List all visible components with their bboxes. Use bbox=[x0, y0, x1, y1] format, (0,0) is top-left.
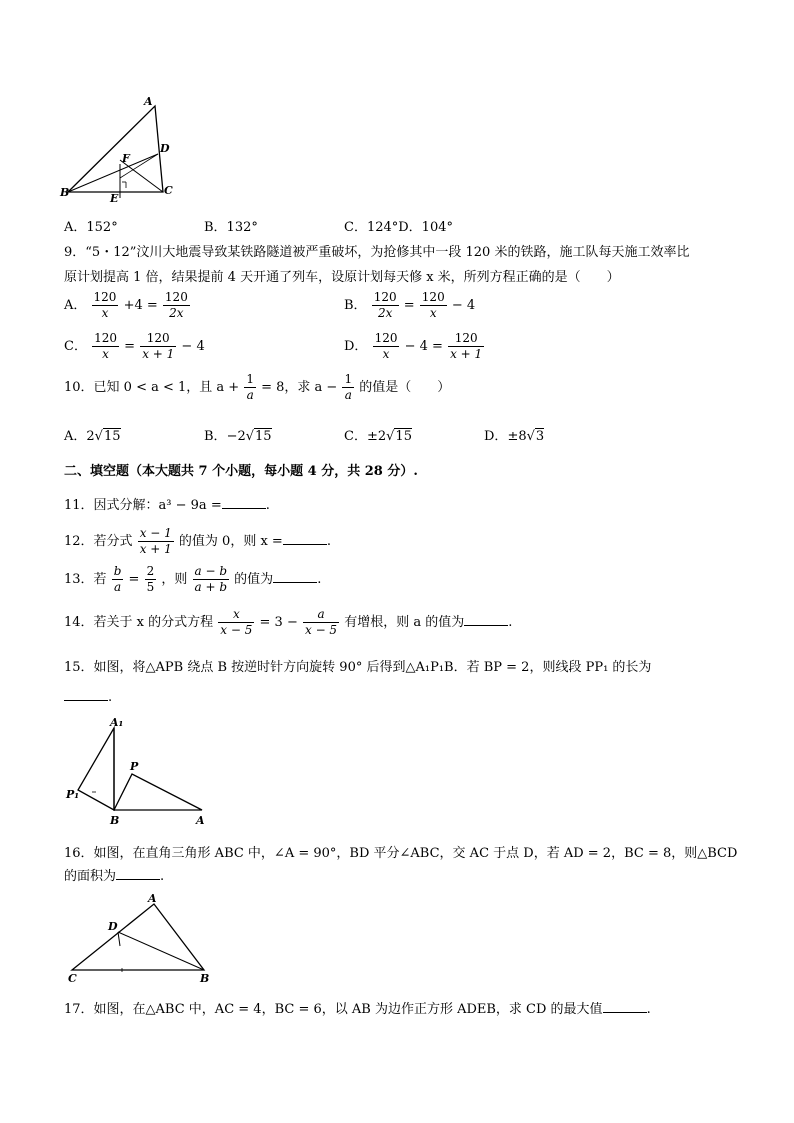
q10-option-b: B．−2√15 bbox=[204, 429, 272, 444]
fraction: $\frac{a - b}{a + b}$ bbox=[194, 564, 228, 594]
q8-label-d: D bbox=[160, 142, 170, 155]
q8-label-b: B bbox=[60, 186, 70, 199]
q9-line1: 9．“5・12”汶川大地震导致某铁路隧道被严重破坏，为抢修其中一段 120 米的铁路，施工队每天施工效率比 bbox=[64, 245, 690, 260]
q8-label-a: A bbox=[144, 95, 153, 108]
fraction: $\frac{a}{x - 5}$ bbox=[304, 607, 338, 637]
fraction: $\frac{120}{2x}$ bbox=[373, 290, 397, 320]
q10-option-a: A．2√15 bbox=[64, 429, 121, 444]
q8-label-c: C bbox=[164, 184, 173, 197]
q8-figure bbox=[58, 92, 188, 204]
answer-blank bbox=[222, 498, 266, 509]
fraction: $\frac{120}{x}$ bbox=[374, 331, 398, 361]
fraction: $\frac{1}{a}$ bbox=[344, 372, 353, 402]
q15-label-p: P bbox=[130, 760, 139, 773]
fraction: $\frac{x - 1}{x + 1}$ bbox=[139, 526, 172, 556]
q8-label-f: F bbox=[122, 152, 130, 165]
q17: 17．如图，在△ABC 中，AC = 4，BC = 6，以 AB 为边作正方形 ADEB，求 CD 的最大值 . bbox=[64, 1002, 651, 1017]
answer-blank bbox=[283, 534, 327, 545]
q9-option-d: D． $\frac{120}{x}$ − 4 = $\frac{120}{x + 1}$ bbox=[344, 331, 483, 361]
q16-figure bbox=[62, 890, 222, 986]
fraction: $\frac{120}{x + 1}$ bbox=[450, 331, 483, 361]
q15-label-a: A bbox=[196, 814, 205, 827]
fraction: $\frac{120}{x}$ bbox=[94, 331, 117, 361]
answer-blank bbox=[464, 615, 508, 626]
answer-blank bbox=[64, 690, 108, 701]
q9-option-c: C． $\frac{120}{x}$ = $\frac{120}{x + 1}$ − 4 bbox=[64, 331, 205, 361]
q16-label-d: D bbox=[108, 920, 118, 933]
answer-blank bbox=[273, 572, 317, 583]
q15-label-p1: P₁ bbox=[66, 788, 80, 801]
q8-option-b: B．132° bbox=[204, 220, 258, 235]
q9-option-b: B． $\frac{120}{2x}$ = $\frac{120}{x}$ − 4 bbox=[344, 290, 476, 320]
q11: 11．因式分解：a³ − 9a = . bbox=[64, 498, 270, 513]
section-2-heading: 二、填空题（本大题共 7 个小题，每小题 4 分，共 28 分）. bbox=[64, 464, 418, 479]
q16-label-c: C bbox=[68, 972, 77, 985]
q10-option-c: C．±2√15 bbox=[344, 429, 412, 444]
answer-blank bbox=[116, 869, 160, 880]
q12: 12．若分式 $\frac{x - 1}{x + 1}$ 的值为 0，则 x = . bbox=[64, 526, 331, 556]
fraction: $\frac{120}{x}$ bbox=[93, 290, 117, 320]
fraction: $\frac{1}{a}$ bbox=[246, 372, 254, 402]
q16-line1: 16．如图，在直角三角形 ABC 中，∠A = 90°，BD 平分∠ABC，交 AC 于点 D，若 AD = 2，BC = 8，则△BCD bbox=[64, 846, 738, 861]
q8-label-e: E bbox=[110, 192, 119, 204]
q10-option-d: D．±8√3 bbox=[484, 429, 545, 444]
fraction: $\frac{120}{x + 1}$ bbox=[142, 331, 175, 361]
answer-blank bbox=[603, 1002, 647, 1013]
fraction: $\frac{2}{5}$ bbox=[146, 564, 155, 594]
q16-label-a: A bbox=[148, 892, 157, 905]
q8-option-a: A．152° bbox=[64, 220, 118, 235]
q14: 14．若关于 x 的分式方程 $\frac{x}{x - 5}$ = 3 − $\frac{a}{x - 5}$ 有增根，则 a 的值为 . bbox=[64, 607, 513, 637]
q10-stem: 10．已知 0 < a < 1，且 a + $\frac{1}{a}$ = 8，求 a − $\frac{1}{a}$ 的值是（ ） bbox=[64, 372, 451, 402]
q15-line2: . bbox=[64, 690, 112, 705]
fraction: $\frac{b}{a}$ bbox=[113, 564, 122, 594]
q9-option-a: A． $\frac{120}{x}$ +4 = $\frac{120}{2x}$ bbox=[64, 290, 188, 320]
q8-option-cd: C．124°D．104° bbox=[344, 220, 453, 235]
q15-label-a1: A₁ bbox=[110, 716, 124, 729]
q15-figure bbox=[62, 714, 222, 830]
fraction: $\frac{120}{2x}$ bbox=[164, 290, 188, 320]
q9-line2: 原计划提高 1 倍，结果提前 4 天开通了列车，设原计划每天修 x 米，所列方程正确的是（ ） bbox=[64, 270, 620, 285]
q15-line1: 15．如图，将△APB 绕点 B 按逆时针方向旋转 90° 后得到△A₁P₁B．若 BP = 2，则线段 PP₁ 的长为 bbox=[64, 660, 652, 675]
q16-line2: 的面积为 . bbox=[64, 869, 165, 884]
q15-label-b: B bbox=[110, 814, 120, 827]
q16-label-b: B bbox=[200, 972, 210, 985]
fraction: $\frac{120}{x}$ bbox=[421, 290, 445, 320]
fraction: $\frac{x}{x - 5}$ bbox=[220, 607, 253, 637]
q13: 13．若 $\frac{b}{a}$ = $\frac{2}{5}$ ，则 $\frac{a - b}{a + b}$ 的值为 . bbox=[64, 564, 322, 594]
